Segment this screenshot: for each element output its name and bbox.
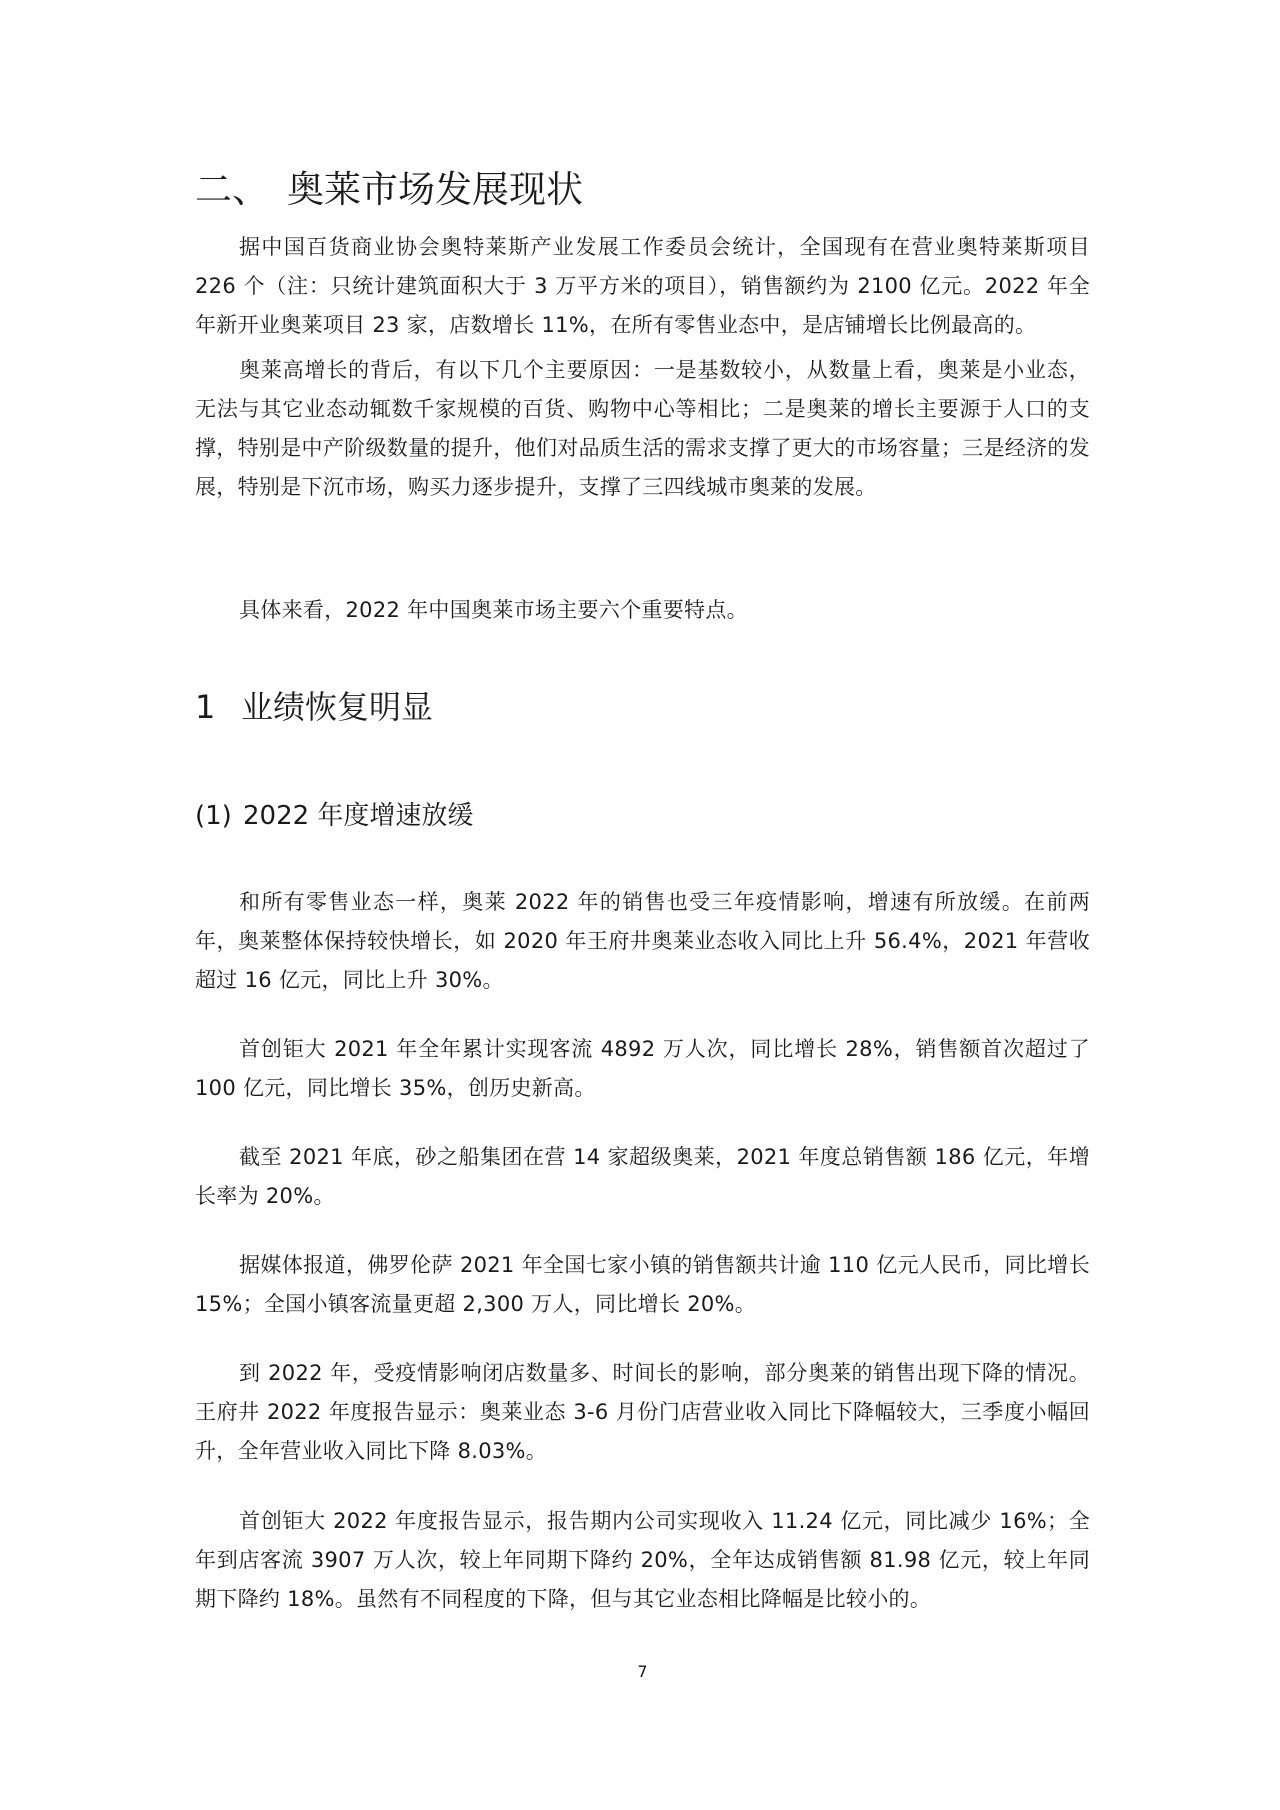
subsection-number: 1	[195, 688, 216, 726]
intro-paragraph: 奥莱高增长的背后，有以下几个主要原因：一是基数较小，从数量上看，奥莱是小业态，无法与其它业态动辄数千家规模的百货、购物中心等相比；二是奥莱的增长主要源于人口的支撑，特别是中产阶级数量的提升，他们对品质生活的需求支撑了更大的市场容量；三是经济的发展，特别是下沉市场，购买力逐步提升，支撑了三四线城市奥莱的发展。	[195, 358, 1090, 499]
body-paragraph: 首创钜大 2021 年全年累计实现客流 4892 万人次，同比增长 28%，销售额首次超过了 100 亿元，同比增长 35%，创历史新高。	[195, 1037, 1090, 1100]
body-paragraph: 到 2022 年，受疫情影响闭店数量多、时间长的影响，部分奥莱的销售出现下降的情况。王府井 2022 年度报告显示：奥莱业态 3-6 月份门店营业收入同比下降幅较大，三季度小幅回升，全年营业收入同比下降 8.03%。	[195, 1361, 1090, 1463]
section-title: 奥莱市场发展现状	[287, 168, 583, 211]
intro-paragraph: 具体来看，2022 年中国奥莱市场主要六个重要特点。	[239, 598, 748, 622]
section-heading	[195, 168, 583, 212]
body-paragraph: 首创钜大 2022 年度报告显示，报告期内公司实现收入 11.24 亿元，同比减少 16%；全年到店客流 3907 万人次，较上年同期下降约 20%，全年达成销售额 81.98 亿元，较上年同期下降约 18%。虽然有不同程度的下降，但与其它业态相比降幅是比较小的。	[195, 1509, 1090, 1611]
page-number: 7	[637, 1662, 648, 1681]
body-paragraph: 和所有零售业态一样，奥莱 2022 年的销售也受三年疫情影响，增速有所放缓。在前两年，奥莱整体保持较快增长，如 2020 年王府井奥莱业态收入同比上升 56.4%，2021 年营收超过 16 亿元，同比上升 30%。	[195, 890, 1090, 992]
body-paragraph: 截至 2021 年底，砂之船集团在营 14 家超级奥莱，2021 年度总销售额 186 亿元，年增长率为 20%。	[195, 1145, 1090, 1208]
subsubsection-number: (1)	[195, 801, 232, 831]
subsubsection-heading	[195, 799, 473, 833]
section-number: 二、	[195, 168, 269, 211]
document-page	[195, 0, 1090, 1810]
subsection-heading	[195, 687, 433, 727]
body-paragraph: 据媒体报道，佛罗伦萨 2021 年全国七家小镇的销售额共计逾 110 亿元人民币，同比增长 15%；全国小镇客流量更超 2,300 万人，同比增长 20%。	[195, 1253, 1090, 1316]
subsection-title: 业绩恢复明显	[241, 688, 434, 726]
intro-paragraph: 据中国百货商业协会奥特莱斯产业发展工作委员会统计，全国现有在营业奥特莱斯项目 226 个（注：只统计建筑面积大于 3 万平方米的项目），销售额约为 2100 亿元。2022 年全年新开业奥莱项目 23 家，店数增长 11%，在所有零售业态中，是店铺增长比例最高的。	[195, 235, 1090, 337]
subsubsection-title: 2022 年度增速放缓	[243, 801, 474, 831]
